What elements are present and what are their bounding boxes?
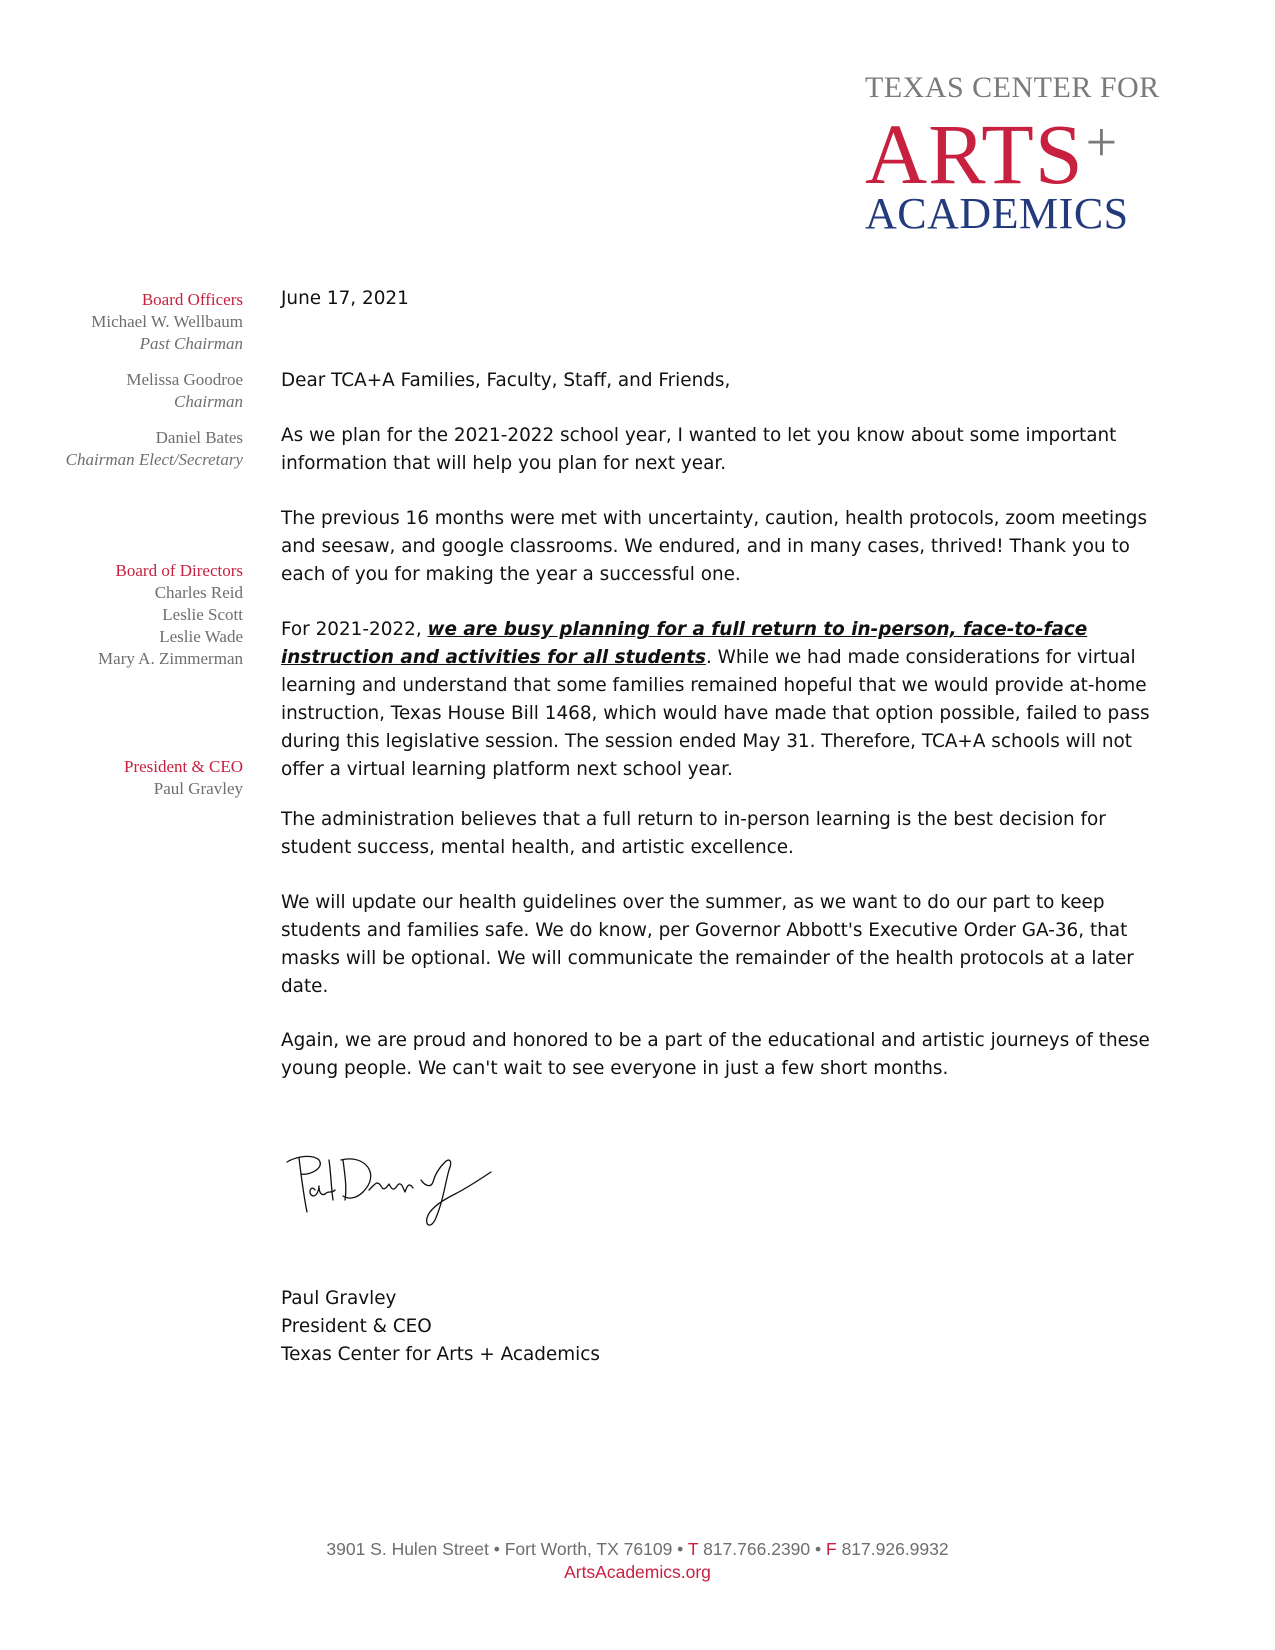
footer-fax-label: F	[826, 1539, 837, 1559]
officer-name: Michael W. Wellbaum	[91, 312, 243, 331]
letter-paragraph-plans	[281, 616, 1161, 784]
footer-address-line	[0, 1538, 1275, 1561]
logo-plus-symbol: +	[1085, 112, 1119, 174]
director-name: Leslie Scott	[162, 605, 243, 624]
footer-website-link[interactable]: ArtsAcademics.org	[564, 1562, 711, 1582]
officer-title: Past Chairman	[139, 334, 243, 353]
letter-paragraph: The administration believes that a full return to in-person learning is the best decision for student success, mental health, and artistic excellence.	[281, 809, 1106, 858]
letter-salutation: Dear TCA+A Families, Faculty, Staff, and Friends,	[281, 370, 731, 391]
president-ceo-section	[20, 756, 243, 800]
director-name: Leslie Wade	[159, 627, 243, 646]
logo-line-academics: ACADEMICS	[865, 189, 1129, 238]
letter-closing	[281, 1285, 600, 1369]
board-directors-section	[20, 560, 243, 670]
signer-name: Paul Gravley	[281, 1288, 397, 1309]
board-directors-heading: Board of Directors	[115, 561, 243, 580]
footer-phone-label: T	[687, 1539, 699, 1559]
board-officers-section	[20, 289, 243, 471]
footer-fax: 817.926.9932	[836, 1539, 949, 1559]
officer-name: Melissa Goodroe	[126, 370, 243, 389]
letter-paragraph: We will update our health guidelines over the summer, as we want to do our part to keep students and families safe. We do know, per Governor Abbott's Executive Order GA-36, that masks will be optional. We will communicate the remainder of the health protocols at a later date.	[281, 892, 1134, 997]
logo-line-texas-center-for: TEXAS CENTER FOR	[865, 71, 1160, 104]
organization-logo	[865, 70, 1195, 239]
director-name: Mary A. Zimmerman	[98, 649, 243, 668]
board-officers-heading: Board Officers	[141, 290, 243, 309]
president-ceo-name: Paul Gravley	[153, 779, 243, 798]
logo-line-arts	[865, 104, 1195, 202]
letter-paragraph: As we plan for the 2021-2022 school year, I wanted to let you know about some important information that will help you plan for next year.	[281, 425, 1117, 474]
handwritten-signature	[285, 1150, 495, 1230]
footer-phone: 817.766.2390 •	[698, 1539, 826, 1559]
officer-title: Chairman Elect/Secretary	[65, 450, 243, 469]
president-ceo-heading: President & CEO	[124, 757, 243, 776]
officer-title: Chairman	[174, 392, 243, 411]
director-name: Charles Reid	[154, 583, 243, 602]
paragraph-lead: For 2021-2022,	[281, 619, 428, 640]
officer-name: Daniel Bates	[155, 428, 243, 447]
logo-arts-text: ARTS	[865, 106, 1084, 202]
signer-organization: Texas Center for Arts + Academics	[281, 1344, 600, 1365]
letter-paragraph: The previous 16 months were met with uncertainty, caution, health protocols, zoom meetings and seesaw, and google classrooms. We endured, and in many cases, thrived! Thank you to each of you for making the year a successful one.	[281, 508, 1148, 585]
footer-address: 3901 S. Hulen Street • Fort Worth, TX 76109 •	[326, 1539, 688, 1559]
footer-contact	[0, 1538, 1275, 1584]
letter-paragraph: Again, we are proud and honored to be a part of the educational and artistic journeys of these young people. We can't wait to see everyone in just a few short months.	[281, 1030, 1150, 1079]
letter-date: June 17, 2021	[281, 288, 409, 309]
paragraph-rest: . While we had made considerations for virtual learning and understand that some families remained hopeful that we would provide at-home instruction, Texas House Bill 1468, which would have made that option possible, failed to pass during this legislative session. The session ended May 31. Therefore, TCA+A schools will not offer a virtual learning platform next school year.	[281, 647, 1150, 780]
signer-title: President & CEO	[281, 1316, 432, 1337]
emphasized-statement: we are busy planning for a full return to in-person, face-to-face instruction and activities for all students	[281, 619, 1088, 668]
